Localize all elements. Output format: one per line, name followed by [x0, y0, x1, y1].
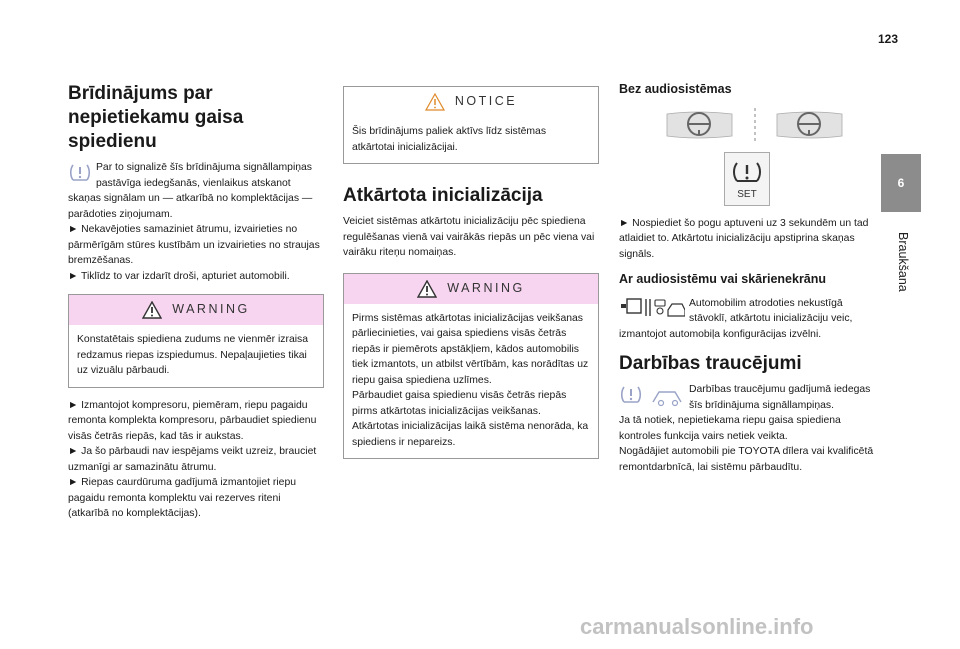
- bullet-1: ► Nekavējoties samaziniet ātrumu, izvairieties no pārmērīgām stūres kustībām un izvairieties no straujas bremzēšanas.: [68, 224, 320, 266]
- warning-text-2a: Pirms sistēmas atkārtotas inicializācijas veikšanas pārliecinieties, vai gaisa spiediens visās četrās riepās ir piemērots apstākļiem, kādos automobilis tiek izmantots, un atbilst vērtībām, kas norādītas uz riepu gaisa spiediena uzlīmes.: [352, 312, 589, 386]
- tire-pressure-warning-icon: [68, 160, 92, 186]
- chapter-label: Braukšana: [896, 232, 910, 292]
- chapter-tab[interactable]: 6: [881, 154, 921, 212]
- warning-text: Konstatētais spiediena zudums ne vienmēr izraisa redzamus riepas izspiedumus. Nepaļaujieties tikai uz vizuālu pārbaudi.: [77, 334, 309, 376]
- reinit-intro: Veiciet sistēmas atkārtotu inicializāciju pēc spiediena regulēšanas vienā vai vairākās riepās un pēc viena vai vairāku riteņu nomaiņas.: [343, 216, 595, 258]
- audio-display-icons: [619, 296, 685, 322]
- audio-paragraph: Automobilim atrodoties nekustīgā stāvoklī, atkārtotu inicializāciju veic, izmantojot automobiļa konfigurācijas izvēlni.: [619, 297, 853, 340]
- subheading-with-audio: Ar audiosistēmu vai skārienekrānu: [619, 272, 827, 286]
- section-title-faults: Darbības traucējumi: [619, 353, 802, 374]
- subheading-no-audio: Bez audiosistēmas: [619, 82, 732, 96]
- section-title-reinit: Atkārtota inicializācija: [343, 185, 543, 206]
- column-2: [343, 82, 599, 469]
- notice-box: [343, 86, 599, 164]
- page-number: 123: [878, 32, 899, 46]
- warning-header: [69, 295, 323, 325]
- section-title-low-pressure: Brīdinājums par nepietiekamu gaisa spiedienu: [68, 83, 244, 152]
- warning-box-1: [68, 294, 324, 388]
- bullet-5: ► Riepas caurdūruma gadījumā izmantojiet riepu pagaidu remonta komplektu vai rezerves riteni (atkarībā no komplektācijas).: [68, 477, 297, 519]
- intro-paragraph: Par to signalizē šīs brīdinājuma signāllampiņas pastāvīga iedegšanās, vienlaikus atskanot skaņas signālam un — atkarībā no komplektācijas — parādoties ziņojumam.: [68, 162, 313, 220]
- notice-header: [344, 87, 598, 117]
- set-button-label: SET: [737, 188, 757, 200]
- set-button[interactable]: [724, 152, 770, 206]
- bullet-2: ► Tiklīdz to var izdarīt droši, apturiet automobili.: [68, 270, 290, 282]
- warning-triangle-icon: [142, 301, 162, 319]
- warning-header-2: [344, 274, 598, 304]
- warning-label-2: WARNING: [447, 280, 525, 295]
- step-1: ► Nospiediet šo pogu aptuveni uz 3 sekundēm un tad atlaidiet to. Atkārtotu inicializāciju apstiprina skaņas signāls.: [619, 217, 869, 260]
- bullet-3: ► Izmantojot kompresoru, piemēram, riepu pagaidu remonta komplekta kompresoru, pārbaudiet spiedienu visās četrās riepās, kad tās ir aukstas.: [68, 399, 317, 442]
- steering-wheel-illustration: [637, 106, 857, 146]
- column-3: [619, 82, 875, 475]
- notice-text: Šis brīdinājums paliek aktīvs līdz sistēmas atkārtotai inicializācijai.: [352, 126, 547, 153]
- warning-box-2: [343, 273, 599, 460]
- fault-warning-icons: [619, 382, 685, 408]
- warning-text-2b: Pārbaudiet gaisa spiedienu visās četrās riepās pirms atkārtotas inicializācijas veikšanas.: [352, 390, 567, 417]
- fault-paragraph: Darbības traucējumu gadījumā iedegas šīs brīdinājuma signāllampiņas.: [619, 382, 875, 413]
- notice-label: NOTICE: [454, 94, 518, 109]
- tire-pressure-set-icon: [725, 153, 769, 205]
- warning-text-2c: Atkārtotas inicializācijas laikā sistēma nenorāda, ka spiediens ir nepareizs.: [352, 421, 589, 448]
- column-1: [68, 82, 324, 522]
- warning-triangle-icon: [417, 280, 437, 298]
- warning-label: WARNING: [172, 302, 250, 317]
- notice-triangle-icon: [425, 93, 445, 111]
- fault-text-2: Ja tā notiek, nepietiekama riepu gaisa spiediena kontroles funkcija vairs netiek veikta.: [619, 415, 841, 442]
- fault-text-3: Nogādājiet automobili pie TOYOTA dīlera vai kvalificētā remontdarbnīcā, lai sistēmu pārbaudītu.: [619, 446, 874, 473]
- bullet-4: ► Ja šo pārbaudi nav iespējams veikt uzreiz, brauciet uzmanīgi ar samazinātu ātrumu.: [68, 446, 317, 473]
- watermark: carmanualsonline.info: [580, 614, 814, 639]
